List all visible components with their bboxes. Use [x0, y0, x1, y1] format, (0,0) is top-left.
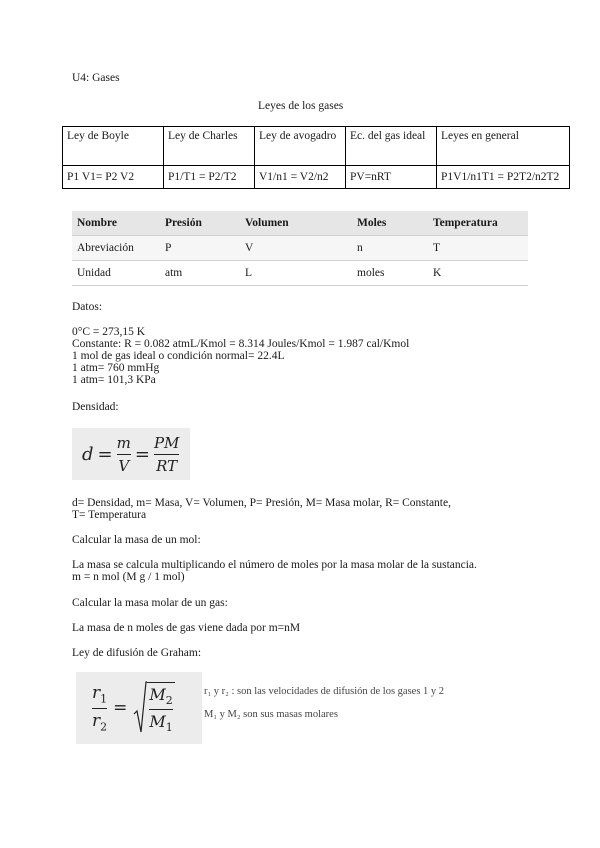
gas-laws-table [62, 126, 570, 189]
density-legend: d= Densidad, m= Masa, V= Volumen, P= Presión, M= Masa molar, R= Constante, [72, 497, 451, 509]
section-text: La masa se calcula multiplicando el número de moles por la masa molar de la sustancia. [72, 559, 477, 571]
datos-line: 0°C = 273,15 K [72, 326, 146, 338]
table-cell: L [240, 261, 352, 286]
var-header: Temperatura [428, 211, 528, 236]
law-formula: PV=nRT [346, 166, 437, 189]
law-formula: V1/n1 = V2/n2 [255, 166, 346, 189]
var-header: Moles [352, 211, 428, 236]
formula-eq: = [134, 443, 150, 465]
formula-r2: r [92, 710, 101, 731]
section-title: Calcular la masa molar de un gas: [72, 597, 228, 609]
formula-V: V [118, 456, 130, 475]
datos-line: 1 mol de gas ideal o condición normal= 22.4L [72, 350, 285, 362]
graham-formula: $\frac{r_1}{r_2}$ = $\frac{M_2}{M_1}$ [76, 672, 202, 744]
formula-M1: M [149, 712, 166, 731]
law-formula: P1 V1= P2 V2 [63, 166, 164, 189]
section-title: Ley de difusión de Graham: [72, 647, 202, 659]
law-formula: P1/T1 = P2/T2 [164, 166, 255, 189]
table-cell: V [240, 236, 352, 261]
law-header: Ec. del gas ideal [346, 127, 437, 166]
table-cell: T [428, 236, 528, 261]
table-row [72, 261, 528, 286]
unit-label: U4: Gases [72, 72, 120, 84]
formula-PM: PM [153, 433, 180, 452]
graham-note: M₁ y M₂ son sus masas molares [204, 709, 338, 720]
section-text: La masa de n moles de gas viene dada por m=nM [72, 622, 301, 634]
densidad-title: Densidad: [72, 401, 119, 413]
graham-note: r₁ y r₂ : son las velocidades de difusión de los gases 1 y 2 [204, 686, 445, 697]
var-header: Nombre [72, 211, 160, 236]
var-header: Volumen [240, 211, 352, 236]
law-formula: P1V1/n1T1 = P2T2/n2T2 [437, 166, 570, 189]
variables-table [72, 211, 528, 286]
section-text: m = n mol (M g / 1 mol) [72, 571, 185, 583]
table-cell: P [160, 236, 240, 261]
page-title: Leyes de los gases [258, 100, 344, 112]
formula-m: m [116, 433, 131, 452]
section-title: Calcular la masa de un mol: [72, 534, 201, 546]
sqrt-icon [133, 680, 147, 736]
table-row [72, 236, 528, 261]
formula-d: d [82, 443, 94, 465]
density-legend: T= Temperatura [72, 509, 147, 521]
table-cell: Abreviación [72, 236, 160, 261]
density-formula [72, 428, 190, 480]
datos-line: 1 atm= 760 mmHg [72, 362, 160, 374]
law-header: Ley de Boyle [63, 127, 164, 166]
law-header: Ley de avogadro [255, 127, 346, 166]
law-header: Ley de Charles [164, 127, 255, 166]
formula-eq: = [97, 443, 113, 465]
table-cell: atm [160, 261, 240, 286]
datos-line: Constante: R = 0.082 atmL/Kmol = 8.314 Joules/Kmol = 1.987 cal/Kmol [72, 338, 410, 350]
formula-eq: = [113, 698, 128, 718]
datos-line: 1 atm= 101,3 KPa [72, 374, 156, 386]
formula-M2: M [149, 684, 166, 704]
law-header: Leyes en general [437, 127, 570, 166]
formula-r1: r [92, 683, 101, 704]
var-header: Presión [160, 211, 240, 236]
table-cell: Unidad [72, 261, 160, 286]
table-cell: n [352, 236, 428, 261]
formula-RT: RT [156, 456, 178, 475]
datos-title: Datos: [72, 301, 103, 313]
table-cell: moles [352, 261, 428, 286]
table-cell: K [428, 261, 528, 286]
